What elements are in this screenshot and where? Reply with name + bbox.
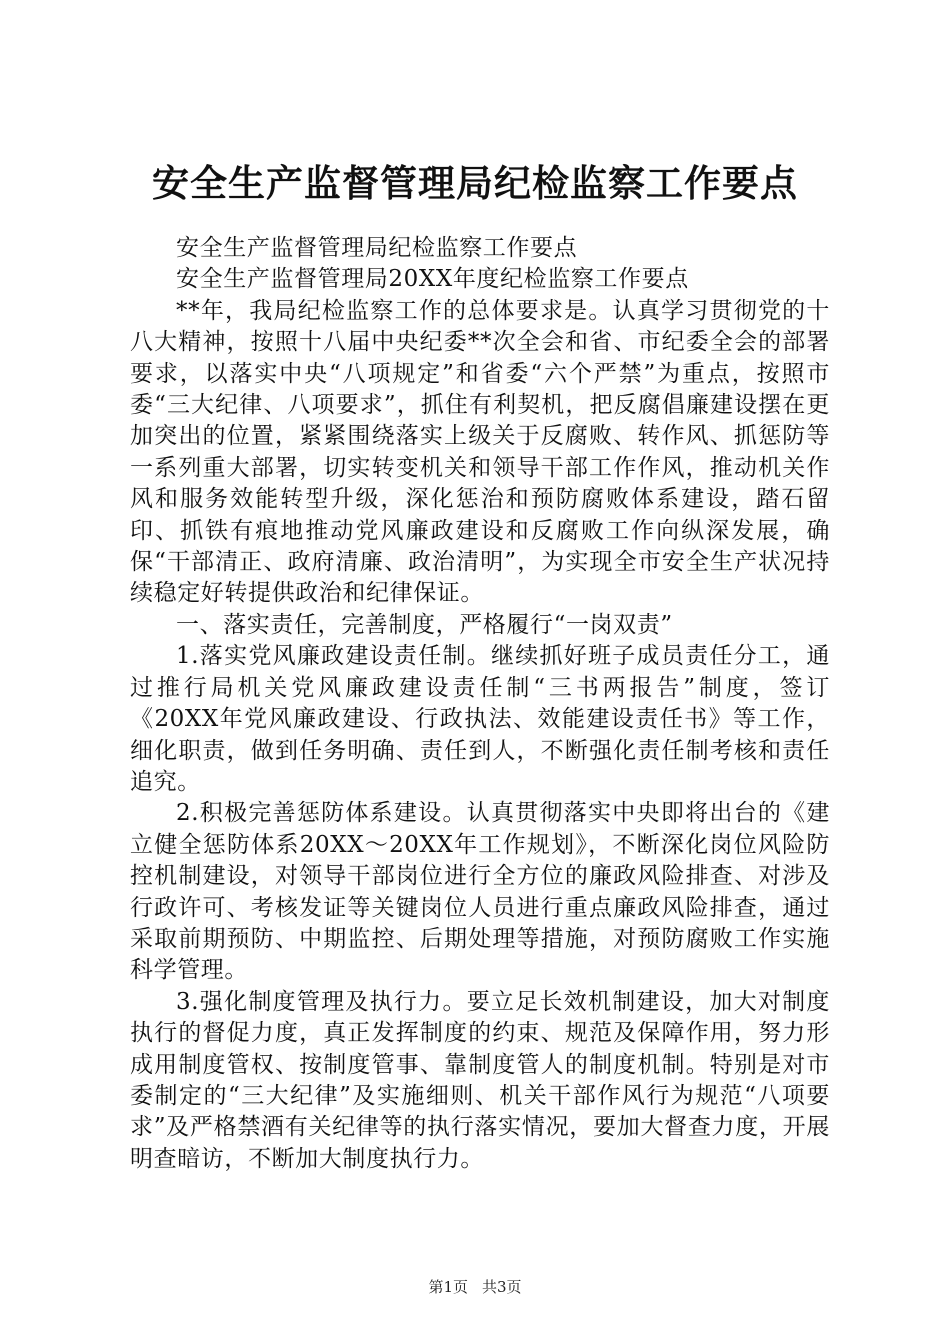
subtitle-paragraph: 安全生产监督管理局纪检监察工作要点 [176,235,578,261]
page-total: 共3页 [482,1278,522,1296]
section-heading: 一、落实责任，完善制度，严格履行“一岗双责” [176,611,673,638]
intro-paragraph: **年，我局纪检监察工作的总体要求是。认真学习贯彻党的十八大精神，按照十八届中央纪委**次全会和省、市纪委全会的部署要求，以落实中央“八项规定”和省委“六个严禁”为重点，按照市委“三大纪律、八项要求”，抓住有利契机，把反腐倡廉建设摆在更加突出的位置，紧紧围绕落实上级关于反腐败、转作风、抓惩防等一系列重大部署，切实转变机关和领导干部工作作风，推动机关作风和服务效能转型升级，深化惩治和预防腐败体系建设，踏石留印、抓铁有痕地推动党风廉政建设和反腐败工作向纵深发展，确保“干部清正、政府清廉、政治清明”，为实现全市安全生产状况持续稳定好转提供政治和纪律保证。 [130,297,830,607]
page-footer [0,1277,950,1297]
page-number: 第1页 [428,1278,468,1296]
document-title: 安全生产监督管理局纪检监察工作要点 [152,161,798,205]
item-paragraph-2: 2.积极完善惩防体系建设。认真贯彻落实中央即将出台的《建立健全惩防体系20XX～20XX年工作规划》，不断深化岗位风险防控机制建设，对领导干部岗位进行全方位的廉政风险排查、对涉及行政许可、考核发证等关键岗位人员进行重点廉政风险排查，通过采取前期预防、中期监控、后期处理等措施，对预防腐败工作实施科学管理。 [130,800,830,984]
item-paragraph-3: 3.强化制度管理及执行力。要立足长效机制建设，加大对制度执行的督促力度，真正发挥制度的约束、规范及保障作用，努力形成用制度管权、按制度管事、靠制度管人的制度机制。特别是对市委制定的“三大纪律”及实施细则、机关干部作风行为规范“八项要求”及严格禁酒有关纪律等的执行落实情况，要加大督查力度，开展明查暗访，不断加大制度执行力。 [130,988,830,1172]
document-body [130,233,830,1175]
item-paragraph-1: 1.落实党风廉政建设责任制。继续抓好班子成员责任分工，通过推行局机关党风廉政建设责任制“三书两报告”制度，签订《20XX年党风廉政建设、行政执法、效能建设责任书》等工作，细化职责，做到任务明确、责任到人，不断强化责任制考核和责任追究。 [130,643,830,795]
subtitle-paragraph-year: 安全生产监督管理局20XX年度纪检监察工作要点 [176,266,689,293]
